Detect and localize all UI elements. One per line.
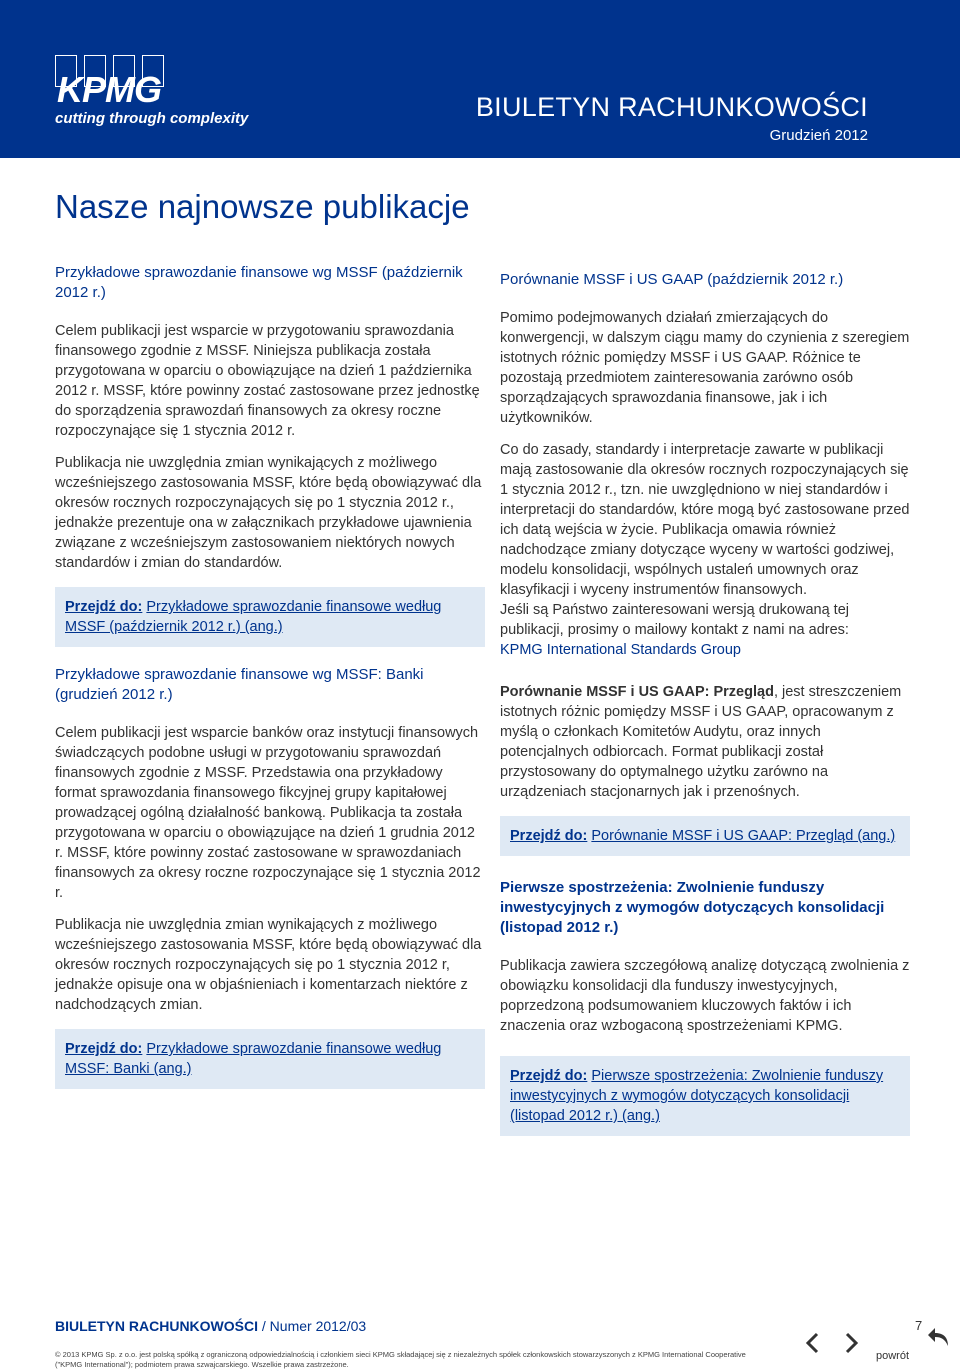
- paragraph: Celem publikacji jest wsparcie w przygotowaniu sprawozdania finansowego zgodnie z MSSF. Niniejsza publikacja została przygotowana w oparciu o obowiązujące na dzień 1 października 2012 r. MSSF, które powinny zostać zastosowane przez jednostkę do sporządzenia sprawozdań finansowych za okresy roczne rozpoczynające się 1 stycznia 2012 r.: [55, 323, 480, 439]
- paragraph: Publikacja nie uwzględnia zmian wynikających z możliwego wcześniejszego zastosowania MSSF, które będą obowiązywać dla okresów rocznych rozpoczynających się po 1 stycznia 2012 r, jednakże opisuje ona w objaśnieniach i komentarzach niektóre z nadchodzących zmian.: [55, 917, 482, 1013]
- section-ifrs-usgaap: [500, 270, 910, 660]
- bulletin-title: BIULETYN RACHUNKOWOŚCI: [475, 92, 868, 122]
- paragraph: Celem publikacji jest wsparcie banków oraz instytucji finansowych świadczących podobne usługi w przygotowaniu sprawozdań finansowych zgodnie z MSSF. Przedstawia ona przykładowy format sprawozdania finansowego fikcyjnej grupy kapitałowej prowadzącej ogólną działalność bankową. Publikacja ta została przygotowana w oparciu o obowiązujące na dzień 1 grudnia 2012 r. MSSF, które powinny zostać zastosowane w sprawozdaniach finansowych za okresy roczne rozpoczynające się 1 stycznia 2012 r.: [55, 725, 481, 901]
- back-label[interactable]: powrót: [876, 1350, 910, 1362]
- publication-link[interactable]: Przykładowe sprawozdanie finansowe według MSSF (październik 2012 r.) (ang.): [65, 599, 442, 635]
- copyright-notice: © 2013 KPMG Sp. z o.o. jest polską spółką z ograniczoną odpowiedzialnością i członkiem sieci KPMG składającej się z niezależnych spółek członkowskich stowarzyszonych z KPMG International Cooperative ("KPMG International"); podmiotem prawa szwajcarskiego. Wszelkie prawa zastrzeżone.: [55, 1350, 746, 1369]
- paragraph: [500, 682, 910, 802]
- link-box[interactable]: [55, 1029, 485, 1089]
- footer-title-rest: / Numer 2012/03: [258, 1318, 367, 1334]
- paragraph: Publikacja nie uwzględnia zmian wynikających z możliwego wcześniejszego zastosowania MSSF, które będą obowiązywać dla okresów rocznych rozpoczynających się po 1 stycznia 2012 r., jednakże prezentuje ona w załącznikach przykładowe ujawnienia związane z wcześniejszym zastosowaniem niektórych nowych standardów i zmian do standardów.: [55, 455, 482, 571]
- page-title: Nasze najnowsze publikacje: [55, 188, 470, 225]
- overview-lead: Porównanie MSSF i US GAAP: Przegląd: [500, 684, 774, 700]
- left-column: [55, 263, 485, 1107]
- footer-title: [55, 1318, 366, 1334]
- bulletin-date: Grudzień 2012: [769, 127, 868, 144]
- section-title: Przykładowe sprawozdanie finansowe wg MSSF: Banki (grudzień 2012 r.): [55, 666, 424, 703]
- link-box[interactable]: [500, 816, 910, 856]
- page-number: 7: [915, 1318, 923, 1333]
- contact-link[interactable]: KPMG International Standards Group: [500, 642, 741, 658]
- paragraph: Co do zasady, standardy i interpretacje zawarte w publikacji mają zastosowanie dla okresów rocznych rozpoczynających się 1 stycznia 2012 r., tzn. nie uwzględniono w niej standardów i interpretacji do standardów, które mogą być zastosowane przed ich datą wejścia w życie. Publikacja omawia również nadchodzące zmiany dotyczące wyceny w wartości godziwej, modelu konsolidacji, wspólnych ustaleń umownych oraz klasyfikacji i wyceny instrumentów finansowych.: [500, 442, 910, 598]
- link-lead: Przejdź do:: [65, 1041, 143, 1057]
- section-ifrs-illustrative: [55, 263, 485, 647]
- publication-link[interactable]: Pierwsze spostrzeżenia: Zwolnienie funduszy inwestycyjnych z wymogów dotyczących konsolidacji (listopad 2012 r.) (ang.): [510, 1068, 884, 1124]
- publication-link[interactable]: Przykładowe sprawozdanie finansowe według MSSF: Banki (ang.): [65, 1041, 442, 1077]
- tagline: cutting through complexity: [55, 110, 249, 127]
- link-box[interactable]: [500, 1056, 910, 1136]
- overview-text: , jest streszczeniem istotnych różnic pomiędzy MSSF i US GAAP, opracowanym z myślą o członkach Komitetów Audytu, oraz innych potencjalnych odbiorcach. Format publikacji został przystosowany do optymalnego użytku zarówno na urządzeniach stacjonarnych jak i przenośnych.: [500, 684, 902, 800]
- section-ifrs-usgaap-overview: [500, 682, 910, 856]
- link-box[interactable]: [55, 587, 485, 647]
- paragraph: Jeśli są Państwo zainteresowani wersją drukowaną tej publikacji, prosimy o mailowy kontakt z nami na adres:: [500, 602, 849, 638]
- header-banner: [0, 0, 960, 158]
- footer-title-bold: BIULETYN RACHUNKOWOŚCI: [55, 1318, 258, 1334]
- section-title: Przykładowe sprawozdanie finansowe wg MSSF (październik 2012 r.): [55, 264, 463, 301]
- link-lead: Przejdź do:: [510, 1068, 588, 1084]
- publication-link[interactable]: Porównanie MSSF i US GAAP: Przegląd (ang.): [591, 828, 896, 844]
- section-banks: [55, 665, 485, 1089]
- link-lead: Przejdź do:: [510, 828, 588, 844]
- next-page-icon[interactable]: [838, 1330, 864, 1360]
- right-column: [500, 270, 910, 1154]
- logo-text: KPMG: [57, 69, 161, 110]
- section-title: Pierwsze spostrzeżenia: Zwolnienie funduszy inwestycyjnych z wymogów dotyczących konsolidacji (listopad 2012 r.): [500, 879, 885, 936]
- back-arrow-icon[interactable]: [926, 1326, 954, 1356]
- paragraph: Pomimo podejmowanych działań zmierzających do konwergencji, w dalszym ciągu mamy do czynienia z szeregiem istotnych różnic pomiędzy MSSF i US GAAP. Różnice te pozostają przedmiotem zainteresowania zarówno osób sporządzających sprawozdania finansowe, jak i ich użytkowników.: [500, 310, 910, 426]
- paragraph: Publikacja zawiera szczegółową analizę dotyczącą zwolnienia z obowiązku konsolidacji dla funduszy inwestycyjnych, poprzedzoną podsumowaniem kluczowych faktów i ich znaczenia oraz wzbogaconą spostrzeżeniami KPMG.: [500, 958, 910, 1034]
- link-lead: Przejdź do:: [65, 599, 143, 615]
- prev-page-icon[interactable]: [800, 1330, 826, 1360]
- section-investment-funds: [500, 878, 910, 1136]
- section-title: Porównanie MSSF i US GAAP (październik 2012 r.): [500, 271, 844, 288]
